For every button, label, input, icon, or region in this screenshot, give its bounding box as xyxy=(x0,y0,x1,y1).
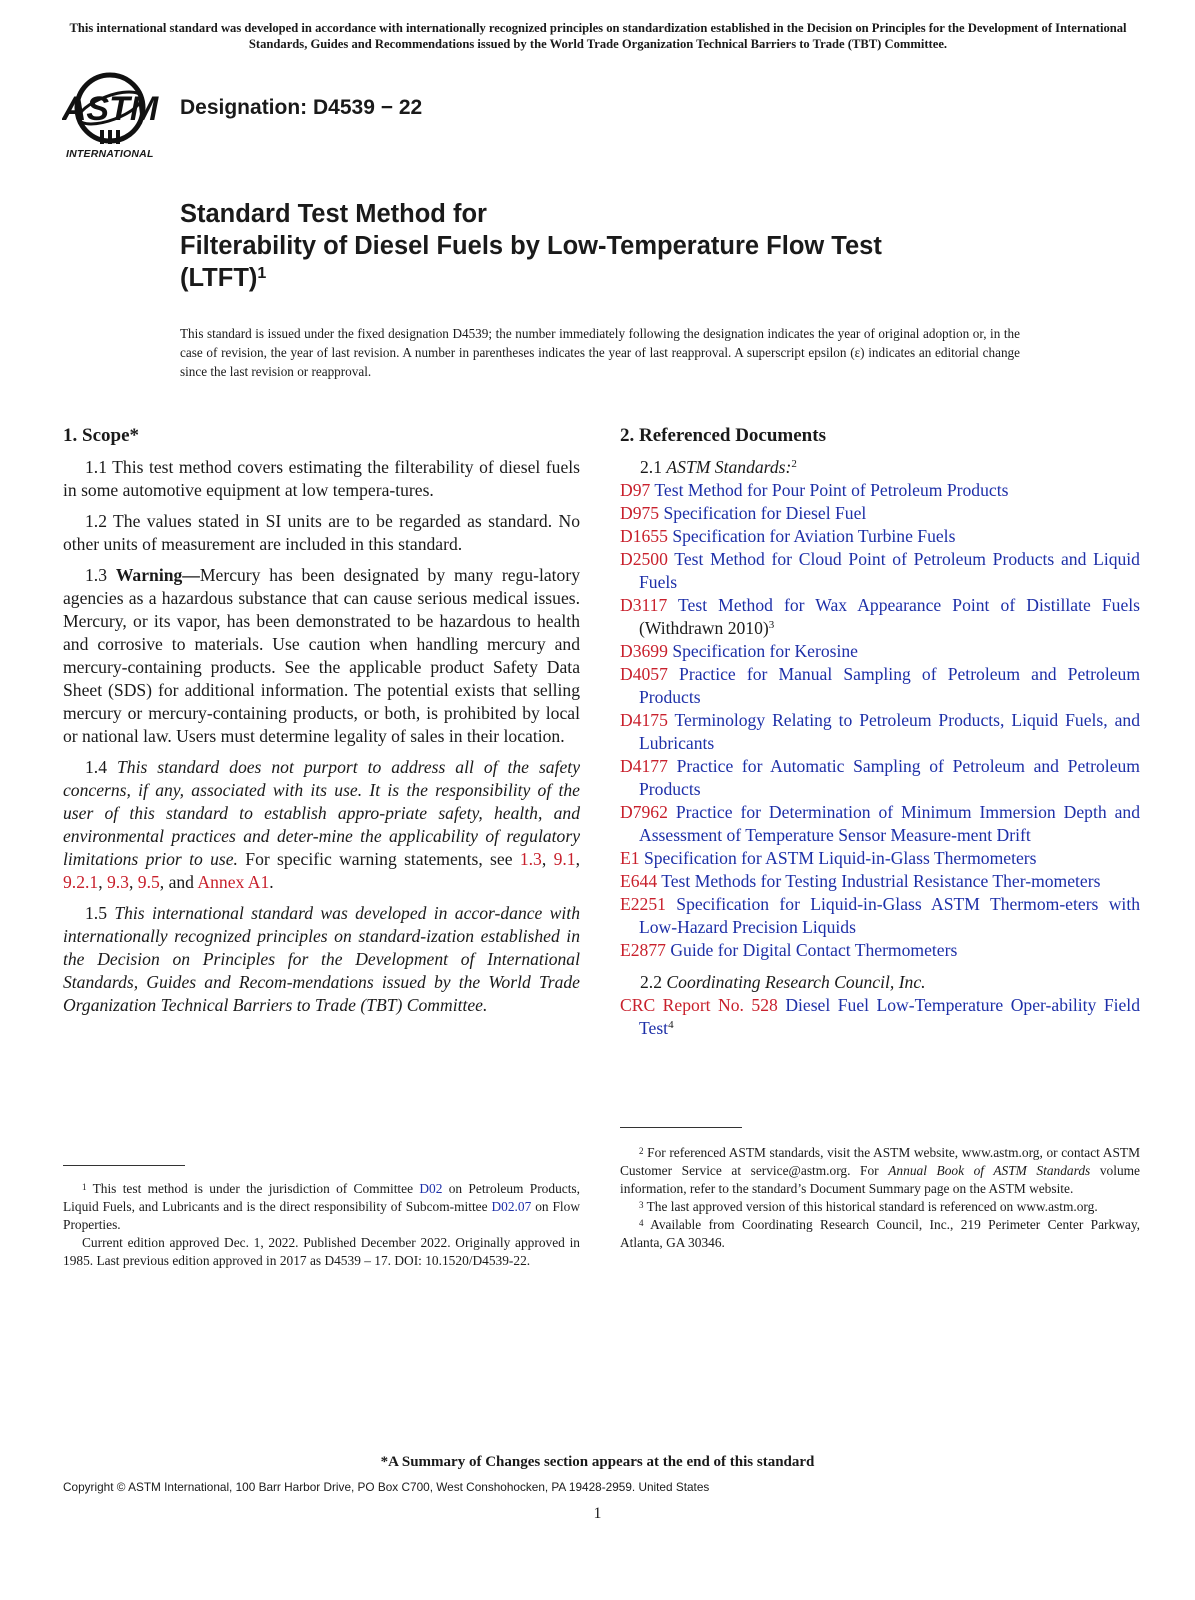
title-footnote-mark: 1 xyxy=(257,265,267,282)
crc-ref-item[interactable]: CRC Report No. 528 Diesel Fuel Low-Temperature Oper-ability Field Test$^4$ xyxy=(620,995,1140,1038)
ref-item[interactable]: D7962 Practice for Determination of Minimum Immersion Depth and Assessment of Temperature Sensor Measure-ment Drift xyxy=(620,802,1140,845)
scope-1-4: 1.4 This standard does not purport to address all of the safety concerns, if any, associated with its use. It is the responsibility of the user of this standard to establish appro-priate safety, health, and environmental practices and deter-mine the applicability of regulatory limitations prior to use. For specific warning statements, see 1.3, 9.1, 9.2.1, 9.3, 9.5, and Annex A1. xyxy=(63,757,580,892)
footnote-rule-right xyxy=(620,1127,742,1128)
scope-1-1: 1.1 This test method covers estimating the filterability of diesel fuels in some automotive equipment at low tempera-tures. xyxy=(63,457,580,500)
ref-item[interactable]: D4177 Practice for Automatic Sampling of Petroleum and Petroleum Products xyxy=(620,756,1140,799)
designation: Designation: D4539 − 22 xyxy=(180,96,423,119)
title-line-3: (LTFT)$^1$ xyxy=(180,264,267,292)
footnotes-right xyxy=(620,1144,1140,1252)
astm-standards-subhead: 2.1 ASTM Standards:$^2$ xyxy=(640,457,797,477)
ref-item[interactable]: E644 Test Methods for Testing Industrial Resistance Ther-mometers xyxy=(620,871,1101,891)
summary-note: *A Summary of Changes section appears at the end of this standard xyxy=(380,1454,815,1470)
warning-label: Warning— xyxy=(115,565,200,585)
scope-1-3: 1.3 Warning—Mercury has been designated by many regu-latory agencies as a hazardous substance that can cause serious medical issues. Mercury, or its vapor, has been demonstrated to be hazardous to health and corrosive to materials. Use caution when handling mercury and mercury-containing products. See the applicable product Safety Data Sheet (SDS) for additional information. The potential exists that selling mercury or mercury-containing products, or both, is prohibited by local or national law. Users must determine legality of sales in their location. xyxy=(63,565,580,746)
ref-item[interactable]: D1655 Specification for Aviation Turbine Fuels xyxy=(620,526,956,546)
ref-item[interactable]: D3117 Test Method for Wax Appearance Point of Distillate Fuels (Withdrawn 2010)$^3$ xyxy=(620,595,1140,638)
ref-item[interactable]: D3699 Specification for Kerosine xyxy=(620,641,858,661)
page-number: 1 xyxy=(593,1505,602,1522)
title-line-1: Standard Test Method for xyxy=(180,200,487,228)
ref-link-9-5[interactable]: 9.5 xyxy=(137,872,160,892)
astm-ref-list xyxy=(620,479,1140,962)
ref-item[interactable]: E2251 Specification for Liquid-in-Glass ASTM Thermom-eters with Low-Hazard Precision Liquids xyxy=(620,894,1141,937)
ref-item[interactable]: D975 Specification for Diesel Fuel xyxy=(620,503,867,523)
title-line-2: Filterability of Diesel Fuels by Low-Temperature Flow Test xyxy=(180,232,882,260)
ref-item[interactable]: E1 Specification for ASTM Liquid-in-Glass Thermometers xyxy=(620,848,1037,868)
ref-item[interactable]: D97 Test Method for Pour Point of Petroleum Products xyxy=(620,480,1009,500)
ref-item[interactable]: D4057 Practice for Manual Sampling of Petroleum and Petroleum Products xyxy=(620,664,1140,707)
footnote-1: $^1$ This test method is under the jurisdiction of Committee D02 on Petroleum Products, Liquid Fuels, and Lubricants and is the direct responsibility of Subcom-mittee D02.07 on Flow Properties. xyxy=(63,1181,581,1232)
top-notice: This international standard was developed in accordance with internationally recognized principles on standardization established in the Decision on Principles for the Development of International Standards, Guides and Recommendations issued by the World Trade Organization Technical Barriers to Trade (TBT) Committee. xyxy=(69,21,1127,51)
document-title xyxy=(180,198,1080,294)
committee-link[interactable]: D02 xyxy=(419,1181,443,1196)
subcommittee-link[interactable]: D02.07 xyxy=(491,1199,532,1214)
svg-text:ASTM: ASTM xyxy=(62,90,159,128)
logo-text: INTERNATIONAL xyxy=(66,148,154,160)
annex-link[interactable]: Annex A1 xyxy=(197,872,270,892)
crc-subhead: 2.2 Coordinating Research Council, Inc. xyxy=(640,972,926,992)
ref-link-9-1[interactable]: 9.1 xyxy=(553,849,576,869)
referenced-documents-section xyxy=(620,425,1140,1040)
scope-1-5: 1.5 This international standard was developed in accor-dance with internationally recognized principles on standard-ization established in the Decision on Principles for the Development of International Standards, Guides and Recom-mendations issued by the World Trade Organization Technical Barriers to Trade (TBT) Committee. xyxy=(63,903,580,1015)
scope-section xyxy=(63,425,580,1025)
referenced-heading: 2. Referenced Documents xyxy=(620,425,826,446)
footnote-3: $^3$ The last approved version of this historical standard is referenced on www.astm.org. xyxy=(639,1199,1098,1214)
ref-link-1-3[interactable]: 1.3 xyxy=(519,849,542,869)
copyright: Copyright © ASTM International, 100 Barr Harbor Drive, PO Box C700, West Conshohocken, PA 19428-2959. United States xyxy=(63,1480,710,1494)
ref-link-9-3[interactable]: 9.3 xyxy=(106,872,129,892)
footnote-rule-left xyxy=(63,1165,185,1166)
footnote-4: $^4$ Available from Coordinating Research Council, Inc., 219 Perimeter Center Parkway, Atlanta, GA 30346. xyxy=(620,1217,1140,1250)
scope-heading: 1. Scope* xyxy=(63,425,139,446)
ref-item[interactable]: D2500 Test Method for Cloud Point of Petroleum Products and Liquid Fuels xyxy=(620,549,1140,592)
scope-1-2: 1.2 The values stated in SI units are to be regarded as standard. No other units of measurement are included in this standard. xyxy=(63,511,580,554)
ref-item[interactable]: D4175 Terminology Relating to Petroleum Products, Liquid Fuels, and Lubricants xyxy=(620,710,1140,753)
footnote-2: $^2$ For referenced ASTM standards, visit the ASTM website, www.astm.org, or contact ASTM Customer Service at service@astm.org. For Annual Book of ASTM Standards volume information, refer to the standard’s Document Summary page on the ASTM website. xyxy=(620,1145,1140,1196)
issue-note: This standard is issued under the fixed designation D4539; the number immediately following the designation indicates the year of original adoption or, in the case of revision, the year of last revision. A number in parentheses indicates the year of last reapproval. A superscript epsilon (ε) indicates an editorial change since the last revision or reapproval. xyxy=(180,326,1020,379)
footnote-edition: Current edition approved Dec. 1, 2022. Published December 2022. Originally approved in 1985. Last previous edition approved in 2017 as D4539 – 17. DOI: 10.1520/D4539-22. xyxy=(63,1235,580,1268)
astm-logo xyxy=(62,70,168,166)
ref-link-9-2-1[interactable]: 9.2.1 xyxy=(63,872,99,892)
ref-item[interactable]: E2877 Guide for Digital Contact Thermometers xyxy=(620,940,958,960)
footnotes-left xyxy=(63,1180,580,1270)
